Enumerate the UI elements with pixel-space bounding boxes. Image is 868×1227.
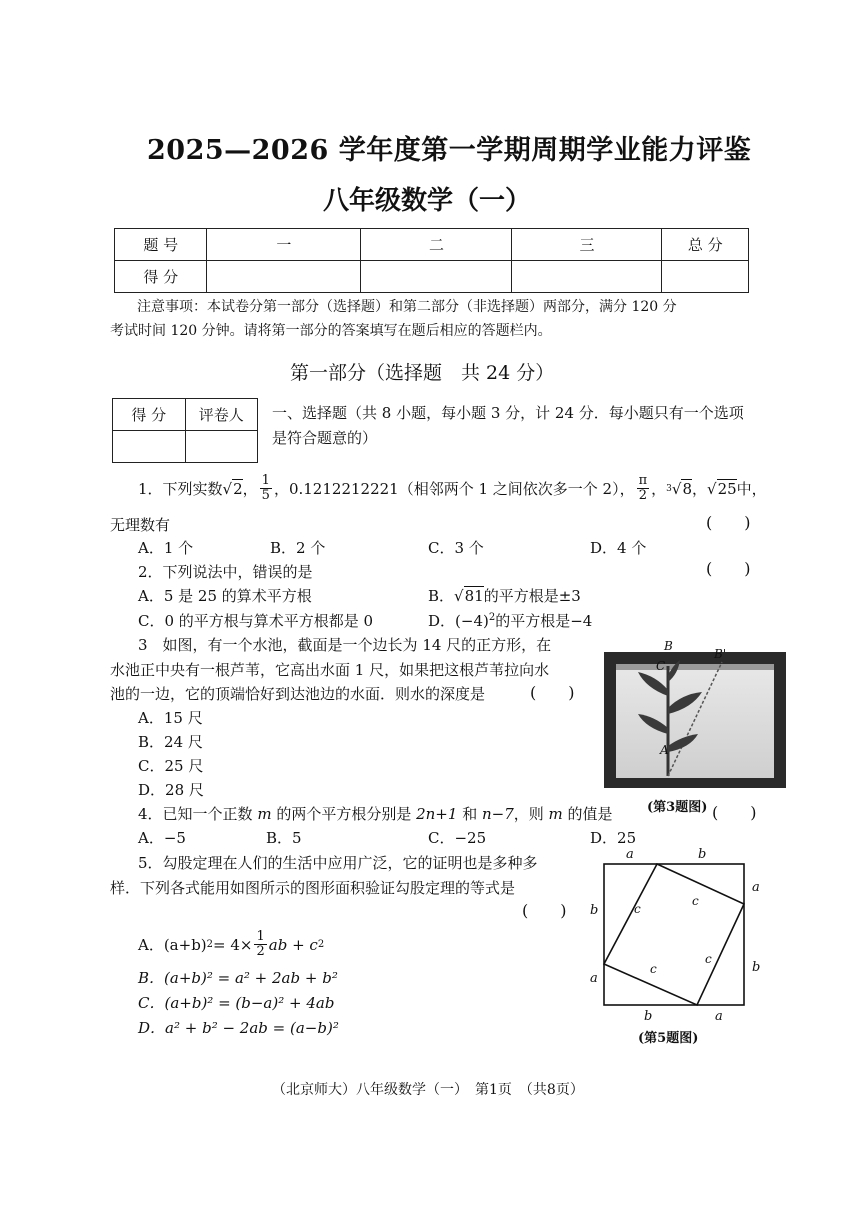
label-c: c [692, 894, 699, 908]
frac-num: π [638, 473, 648, 488]
question-5-line: 5．勾股定理在人们的生活中应用广泛，它的证明也是多种多 [138, 854, 538, 872]
score-header-cell: 总 分 [662, 229, 749, 261]
notice-line: 注意事项：本试卷分第一部分（选择题）和第二部分（非选择题）两部分，满分 120 分 [137, 299, 677, 315]
score-header-cell: 二 [361, 229, 512, 261]
label-b-top: b [698, 847, 707, 862]
optd-exp: 2 [488, 612, 496, 623]
score-header-cell: 一 [207, 229, 361, 261]
option-c: C．25 尺 [138, 757, 204, 775]
option-c: C．−25 [428, 829, 487, 847]
option-d: D．28 尺 [138, 781, 204, 799]
frac-den: 2 [256, 944, 265, 959]
q1-sqrt25: 25 [717, 480, 737, 498]
answer-paren[interactable]: ( ) [530, 683, 575, 702]
score-input-cell[interactable] [662, 261, 749, 293]
label-b-prime: B' [714, 647, 727, 661]
answer-paren[interactable]: ( ) [712, 803, 757, 822]
label-c: c [650, 962, 657, 976]
grader-score-label: 得 分 [113, 399, 186, 431]
q1-fraction [260, 474, 272, 503]
question-4-stem [138, 803, 613, 824]
option-d: D．25 [590, 829, 637, 847]
label-c: c [634, 902, 641, 916]
q4-text: 的两个平方根分别是 [271, 805, 417, 823]
grader-name-label: 评卷人 [185, 399, 258, 431]
score-header-cell: 三 [512, 229, 662, 261]
label-b-left: b [590, 903, 599, 918]
q1-cbrt-index: 3 [666, 483, 672, 494]
option-a: A．5 是 25 的算术平方根 [138, 587, 312, 605]
optb-text: 的平方根是±3 [483, 587, 581, 605]
optd-text: 的平方根是−4 [495, 612, 593, 630]
option-b [428, 585, 581, 606]
question-1-line2: 无理数有 [110, 516, 171, 534]
opta-base: A．(a+b) [138, 936, 207, 954]
q4-var-m: m [548, 805, 563, 823]
score-input-cell[interactable] [361, 261, 512, 293]
label-c: C [656, 659, 666, 673]
opta-post: ab + c [268, 935, 318, 954]
q1-decimal: ，0.1212212221（相邻两个 1 之间依次多一个 2）， [273, 480, 635, 498]
figure-caption: (第3题图) [647, 800, 708, 815]
optd-base: D．(−4) [428, 612, 489, 630]
option-b: B．(a+b)² = a² + 2ab + b² [138, 969, 338, 987]
exam-subtitle: 八年级数学（一） [323, 186, 532, 216]
answer-paren[interactable]: ( ) [706, 513, 751, 532]
opta-exp: 2 [206, 939, 214, 950]
label-a-bottom: a [715, 1009, 723, 1024]
label-a: A [660, 743, 669, 757]
q4-text: 4．已知一个正数 [138, 805, 258, 823]
page-footer: （北京师大）八年级数学（一） 第1页 （共8页） [272, 1082, 584, 1098]
sqrt-symbol: √ [454, 587, 464, 605]
question-2-stem: 2．下列说法中，错误的是 [138, 563, 313, 581]
score-table [114, 228, 749, 293]
grader-box [112, 398, 258, 463]
q5-figure [584, 845, 774, 1025]
q3-figure [600, 636, 790, 790]
label-b: B [664, 639, 673, 653]
frac-den: 2 [638, 488, 647, 503]
option-a: A．1 个 [138, 539, 194, 557]
section-instruction: 是符合题意的） [272, 429, 378, 447]
q1-suffix: 中， [736, 480, 767, 498]
option-b: B．5 [266, 829, 302, 847]
q4-expr: n−7 [481, 805, 514, 823]
opta-mid: = 4× [213, 935, 253, 954]
label-a-left: a [590, 971, 598, 986]
section-title: 第一部分（选择题 共 24 分） [290, 362, 555, 384]
outer-square [604, 864, 744, 1005]
frac-num: 1 [256, 929, 265, 944]
sqrt-symbol: √ [222, 479, 233, 498]
q1-prefix: 1．下列实数 [138, 480, 223, 498]
q1-cbrt8: 8 [682, 480, 692, 498]
label-b-right: b [752, 960, 761, 975]
label-b-bottom: b [644, 1009, 653, 1024]
option-a: A．15 尺 [138, 709, 203, 727]
option-a: A．−5 [138, 829, 186, 847]
option-c: C．3 个 [428, 539, 484, 557]
label-a-right: a [752, 880, 760, 895]
q4-text: ，则 [513, 805, 549, 823]
score-row-label: 得 分 [115, 261, 207, 293]
optb-radicand: 81 [464, 587, 484, 605]
question-3-line: 3 如图，有一个水池，截面是一个边长为 14 尺的正方形，在 [138, 636, 552, 654]
sqrt-symbol: √ [707, 479, 717, 498]
label-c: c [705, 952, 712, 966]
question-1-stem: 1．下列实数 √ 2 ， $\frac{1}{5}$ ，0.1212212221（相邻两个 1 之间依次多一个 2）， $\frac{\pi}{2}$ ， 3 √ 8 ， √ 25 中， [138, 473, 767, 503]
q4-text: 和 [457, 805, 482, 823]
question-3-line: 池的一边，它的顶端恰好到达池边的水面．则水的深度是 [110, 685, 486, 703]
grader-name-input[interactable] [185, 431, 258, 463]
q4-var-m: m [257, 805, 272, 823]
option-d: D．4 个 [590, 539, 647, 557]
q1-sqrt2: 2 [233, 480, 243, 498]
score-input-cell[interactable] [512, 261, 662, 293]
score-input-cell[interactable] [207, 261, 361, 293]
frac-den: 5 [261, 488, 270, 503]
option-c: C．0 的平方根与算术平方根都是 0 [138, 612, 374, 630]
notice-line: 考试时间 120 分钟。请将第一部分的答案填写在题后相应的答题栏内。 [110, 323, 552, 339]
exam-title: 2025—2026 学年度第一学期周期学业能力评鉴 [147, 135, 752, 166]
frac-num: 1 [261, 473, 270, 488]
label-a-top: a [626, 847, 634, 862]
q1-pi-fraction [637, 474, 650, 503]
option-b: B．2 个 [270, 539, 326, 557]
water-surface [616, 664, 774, 670]
option-d: D．a² + b² − 2ab = (a−b)² [138, 1019, 339, 1037]
grader-score-input[interactable] [113, 431, 186, 463]
question-3-line: 水池正中央有一根芦苇，它高出水面 1 尺，如果把这根芦苇拉向水 [110, 661, 550, 679]
option-c: C．(a+b)² = (b−a)² + 4ab [138, 994, 335, 1012]
option-b: B．24 尺 [138, 733, 203, 751]
q4-expr: 2n+1 [416, 805, 458, 823]
pool-water [616, 664, 774, 778]
inner-square [604, 864, 744, 1005]
figure-caption: (第5题图) [638, 1031, 699, 1046]
score-header-cell: 题 号 [115, 229, 207, 261]
optb-label: B． [428, 587, 455, 605]
opta-exp: 2 [317, 939, 325, 950]
option-d [428, 610, 592, 631]
opta-fraction [254, 930, 266, 959]
answer-paren[interactable]: ( ) [522, 901, 567, 920]
sqrt-symbol: √ [671, 479, 682, 498]
question-5-line: 样．下列各式能用如图所示的图形面积验证勾股定理的等式是 [110, 879, 516, 897]
q4-text: 的值是 [562, 805, 613, 823]
section-instruction: 一、选择题（共 8 小题，每小题 3 分，计 24 分．每小题只有一个选项 [272, 404, 744, 422]
answer-paren[interactable]: ( ) [706, 559, 751, 578]
option-a [138, 930, 324, 959]
